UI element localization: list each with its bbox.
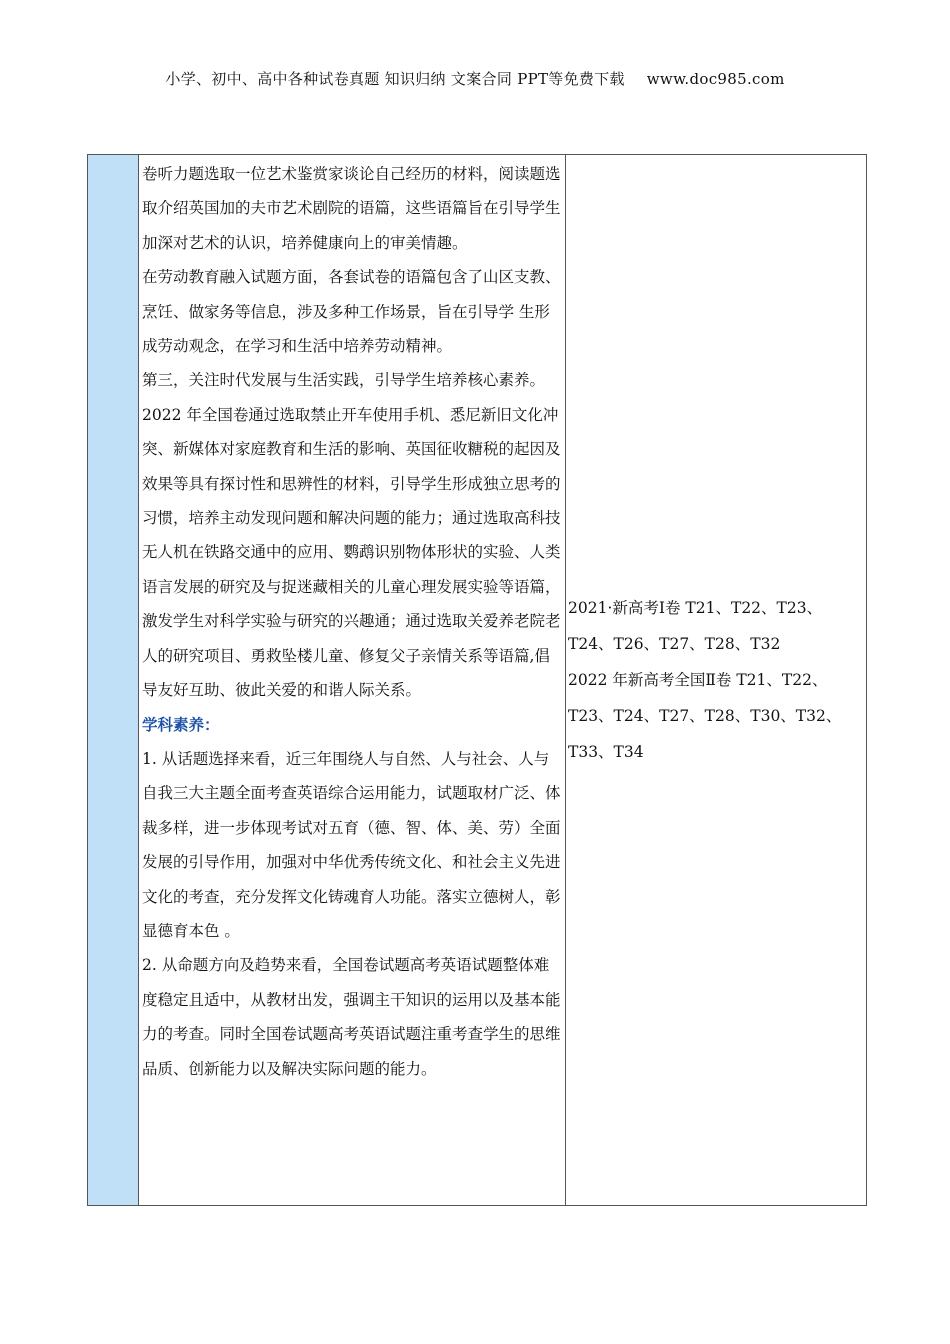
analysis-column	[139, 155, 566, 1205]
content-table	[87, 154, 867, 1206]
page-header	[0, 68, 950, 89]
paragraph-labor: 在劳动教育融入试题方面，各套试卷的语篇包含了山区支教、烹饪、做家务等信息，涉及多种工作场景，旨在引导学 生形成劳动观念，在学习和生活中培养劳动精神。	[142, 268, 561, 356]
point-2: 2. 从命题方向及趋势来看，全国卷试题高考英语试题整体难度稳定且适中，从教材出发，强调主干知识的运用以及基本能力的考查。同时全国卷试题高考英语试题注重考查学生的思维品质、创新能力以及解决实际问题的能力。	[142, 956, 561, 1078]
header-text: 小学、初中、高中各种试卷真题 知识归纳 文案合同 PPT等免费下载	[165, 70, 625, 88]
reference-2022: 2022 年新高考全国Ⅱ卷 T21、T22、T23、T24、T27、T28、T30、T32、T33、T34	[568, 671, 842, 761]
header-site-url: www.doc985.com	[646, 70, 785, 88]
paragraph-art: 卷听力题选取一位艺术鉴赏家谈论自己经历的材料，阅读题选取介绍英国加的夫市艺术剧院的语篇，这些语篇旨在引导学生加深对艺术的认识，培养健康向上的审美情趣。	[142, 165, 561, 252]
reference-column	[566, 155, 866, 1205]
subject-literacy-heading: 学科素养：	[142, 714, 220, 734]
point-1: 1. 从话题选择来看，近三年围绕人与自然、人与社会、人与自我三大主题全面考查英语综合运用能力，试题取材广泛、体裁多样，进一步体现考试对五育（德、智、体、美、劳）全面发展的引导作用，加强对中华优秀传统文化、和社会主义先进文化的考查，充分发挥文化铸魂育人功能。落实立德树人，彰显德育本色 。	[142, 749, 561, 940]
reference-2021: 2021·新高考I卷 T21、T22、T23、T24、T26、T27、T28、T32	[568, 599, 823, 653]
category-column	[88, 155, 139, 1205]
paragraph-third: 第三，关注时代发展与生活实践，引导学生培养核心素养。2022 年全国卷通过选取禁止开车使用手机、悉尼新旧文化冲突、新媒体对家庭教育和生活的影响、英国征收糖税的起因及效果等具有探讨性和思辨性的材料，引导学生形成独立思考的习惯，培养主动发现问题和解决问题的能力；通过选取高科技无人机在铁路交通中的应用、鹦鹉识别物体形状的实验、人类语言发展的研究及与捉迷藏相关的儿童心理发展实验等语篇，激发学生对科学实验与研究的兴趣通；通过选取关爱养老院老人的研究项目、勇救坠楼儿童、修复父子亲情关系等语篇,倡导友好互助、彼此关爱的和谐人际关系。	[142, 371, 561, 700]
